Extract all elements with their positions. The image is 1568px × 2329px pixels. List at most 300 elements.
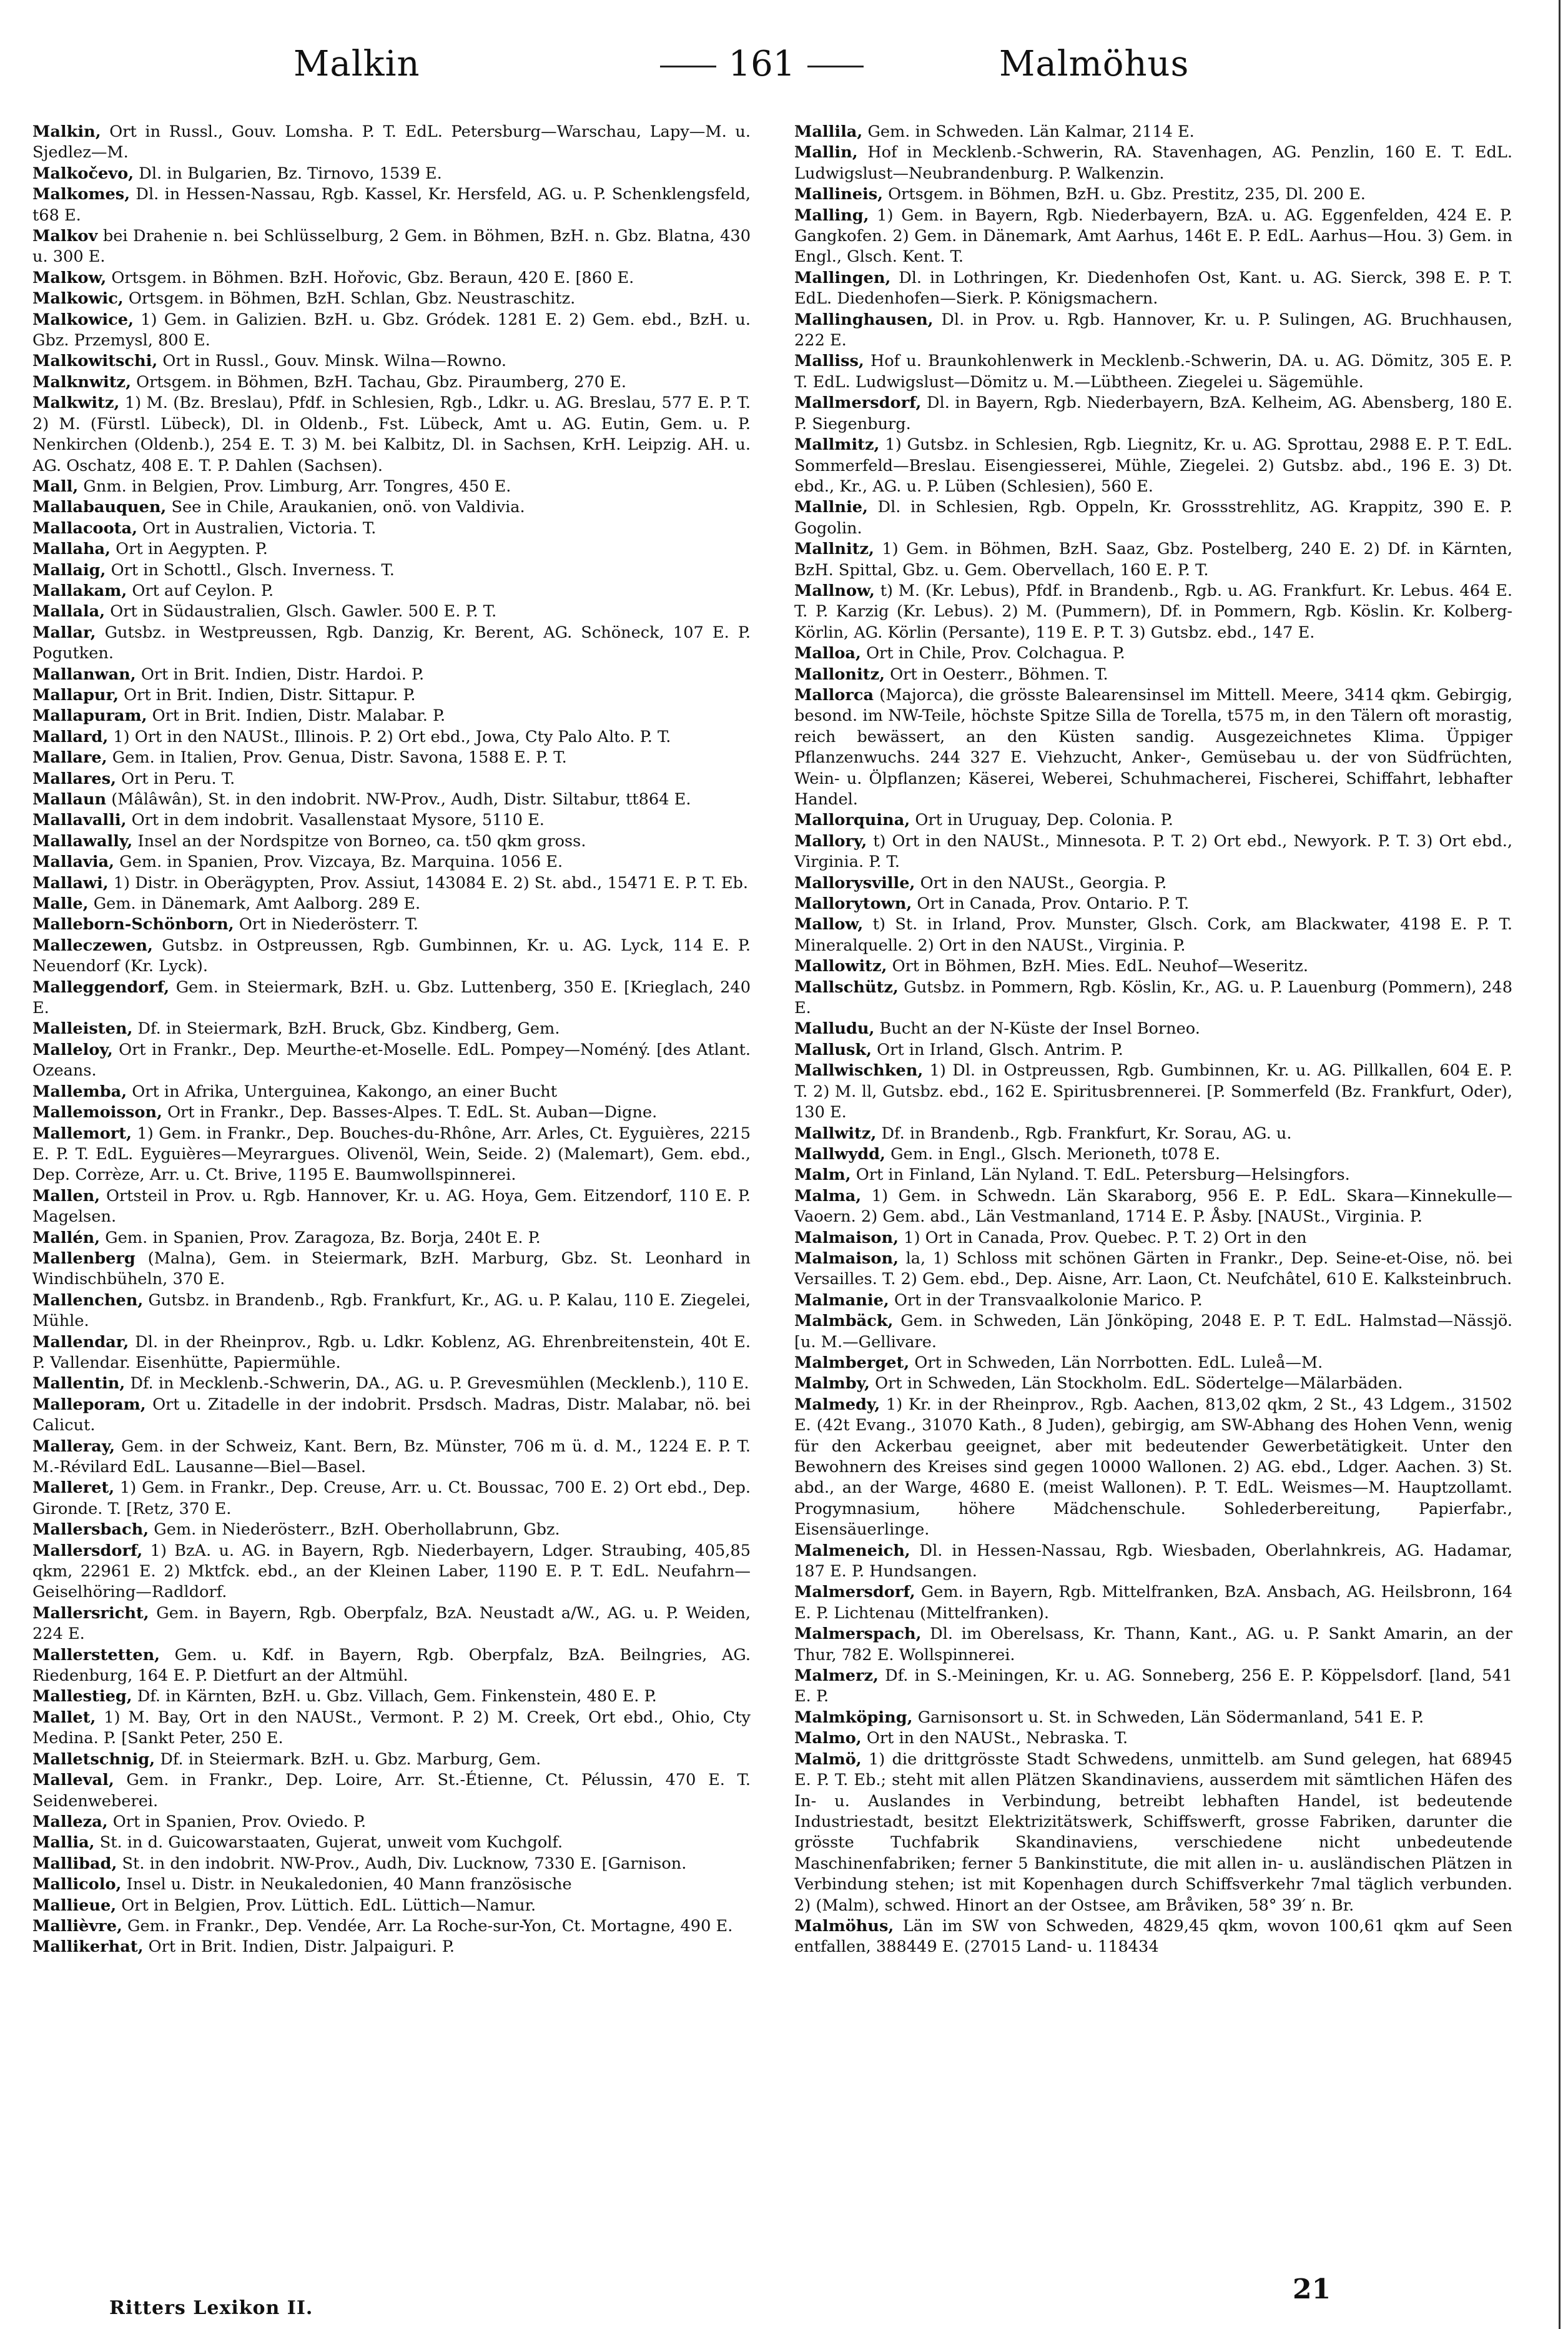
- entry-headword: Mallièvre,: [32, 1916, 122, 1936]
- dictionary-entry: [32, 1603, 751, 1645]
- entry-headword: Mallmersdorf,: [794, 393, 922, 413]
- entry-headword: Malleret,: [32, 1478, 115, 1498]
- entry-text: Dl. in Hessen-Nassau, Rgb. Wiesbaden, Oberlahnkreis, AG. Hadamar, 187 E. P. Hundsangen.: [794, 1541, 1512, 1581]
- entry-text: 1) Gem. in Bayern, Rgb. Niederbayern, BzA. u. AG. Eggenfelden, 424 E. P. Gangkofen. 2) Gem. in Dänemark, Amt Aarhus, 146t E. P. EdL. Aarhus—Hou. 3) Gem. in Engl., Glsch. Kent. T.: [794, 205, 1512, 267]
- entry-text: Df. in Mecklenb.-Schwerin, DA., AG. u. P. Grevesmühlen (Mecklenb.), 110 E.: [125, 1374, 749, 1393]
- dictionary-entry: [794, 914, 1512, 956]
- dictionary-entry: [32, 685, 751, 706]
- dictionary-entry: [32, 831, 751, 852]
- dictionary-entry: [794, 1728, 1512, 1749]
- dictionary-entry: [794, 1040, 1512, 1061]
- entry-text: Ort in Schottl., Glsch. Inverness. T.: [106, 560, 395, 580]
- dictionary-entry: [794, 977, 1512, 1019]
- entry-headword: Mallakam,: [32, 581, 127, 600]
- entry-text: Ortsgem. in Böhmen. BzH. Hořovic, Gbz. Beraun, 420 E. [860 E.: [106, 268, 634, 287]
- entry-headword: Mallnow,: [794, 581, 875, 600]
- entry-headword: Mallila,: [794, 122, 863, 141]
- entry-headword: Mallemba,: [32, 1082, 127, 1101]
- dictionary-entry: [794, 435, 1512, 497]
- dictionary-entry: [32, 810, 751, 831]
- entry-text: Ort u. Zitadelle in der indobrit. Prsdsch. Madras, Distr. Malabar, nö. bei Calicut.: [32, 1395, 751, 1435]
- entry-text: Gem. in Italien, Prov. Genua, Distr. Savona, 1588 E. P. T.: [107, 748, 567, 768]
- dictionary-entry: [32, 977, 751, 1019]
- dictionary-entry: [32, 1395, 751, 1436]
- entry-text: See in Chile, Araukanien, onö. von Valdivia.: [166, 498, 525, 517]
- entry-headword: Mallare,: [32, 748, 107, 768]
- entry-text: la, 1) Schloss mit schönen Gärten in Frankr., Dep. Seine-et-Oise, nö. bei Versailles. T. 2) Gem. ebd., Dep. Aisne, Arr. Laon, Ct. Neufchâtel, 610 E. Kalksteinbruch.: [794, 1249, 1512, 1289]
- entry-text: Ort auf Ceylon. P.: [127, 581, 274, 600]
- entry-text: Gnm. in Belgien, Prov. Limburg, Arr. Tongres, 450 E.: [78, 477, 511, 496]
- dictionary-entry: [32, 560, 751, 581]
- entry-text: Ort in Canada, Prov. Ontario. P. T.: [912, 894, 1190, 914]
- dictionary-entry: [32, 184, 751, 226]
- entry-headword: Mallschütz,: [794, 977, 899, 997]
- entry-text: Ort in Aegypten. P.: [111, 540, 268, 559]
- entry-headword: Mallet,: [32, 1708, 96, 1727]
- entry-text: Dl. in Hessen-Nassau, Rgb. Kassel, Kr. Hersfeld, AG. u. P. Schenklengsfeld, t68 E.: [32, 185, 751, 225]
- entry-headword: Mallaig,: [32, 560, 106, 580]
- entry-headword: Malmersdorf,: [794, 1583, 915, 1602]
- footer-signature: Ritters Lexikon II.: [109, 2297, 313, 2319]
- entry-text: Ort in der Transvaalkolonie Marico. P.: [889, 1290, 1203, 1310]
- entry-text: Gutsbz. in Westpreussen, Rgb. Danzig, Kr. Berent, AG. Schöneck, 107 E. P. Pogutken.: [32, 623, 751, 663]
- dictionary-entry: [32, 518, 751, 539]
- dictionary-entry: [32, 1541, 751, 1603]
- entry-text: 1) Kr. in der Rheinprov., Rgb. Aachen, 813,02 qkm, 2 St., 43 Ldgem., 31502 E. (42t Evang., 31070 Kath., 8 Juden), gebirgig, am SW-Abhang des Hohen Venn, wenig für den Ackerbau geeignet, aber mit bedeutender Gewerbetätigkeit. Unter den Bewohnern des Kreises sind gegen 10000 Wallonen. 2) AG. ebd., Ldger. Aachen. 3) St. abd., an der Warge, 4680 E. (meist Wallonen). P. T. EdL. Weismes—M. Hauptzollamt. Progymnasium, höhere Mädchenschule. Sohlederbereitung, Papierfabr., Eisensäuerlinge.: [794, 1395, 1512, 1540]
- entry-text: Ort in Oesterr., Böhmen. T.: [885, 665, 1108, 684]
- dictionary-entry: [794, 122, 1512, 142]
- entry-text: Ort in den NAUSt., Nebraska. T.: [861, 1729, 1128, 1748]
- dictionary-entry: [794, 1666, 1512, 1708]
- entry-headword: Mallavia,: [32, 853, 115, 872]
- dictionary-entry: [794, 1165, 1512, 1185]
- entry-headword: Mallaha,: [32, 540, 111, 559]
- entry-headword: Mallieue,: [32, 1896, 117, 1915]
- entry-headword: Malleval,: [32, 1771, 114, 1790]
- entry-headword: Mallineis,: [794, 185, 884, 204]
- dictionary-entry: [32, 539, 751, 560]
- entry-text: Ort in Schweden, Län Norrbotten. EdL. Luleå—M.: [909, 1353, 1323, 1372]
- dictionary-entry: [32, 623, 751, 665]
- entry-text: Ort in Böhmen, BzH. Mies. EdL. Neuhof—Weseritz.: [887, 957, 1309, 976]
- entry-headword: Malmbäck,: [794, 1312, 894, 1331]
- entry-text: Gem. in Engl., Glsch. Merioneth, t078 E.: [885, 1144, 1220, 1164]
- entry-text: Ortsgem. in Böhmen, BzH. u. Gbz. Prestitz, 235, Dl. 200 E.: [883, 185, 1366, 204]
- dictionary-entry: [32, 1124, 751, 1186]
- entry-text: Gem. in Bayern, Rgb. Mittelfranken, BzA. Ansbach, AG. Heilsbronn, 164 E. P. Lichtenau (Mittelfranken).: [794, 1583, 1512, 1623]
- dictionary-entry: [32, 1186, 751, 1228]
- dictionary-entry: [794, 184, 1512, 205]
- entry-text: Gem. in Spanien, Prov. Vizcaya, Bz. Marquina. 1056 E.: [114, 853, 563, 872]
- entry-headword: Malkomes,: [32, 185, 131, 204]
- entry-headword: Mallavalli,: [32, 811, 127, 830]
- entry-text: Ort in Frankr., Dep. Meurthe-et-Moselle. EdL. Pompey—Noméný. [des Atlant. Ozeans.: [32, 1040, 751, 1080]
- entry-text: Dl. in der Rheinprov., Rgb. u. Ldkr. Koblenz, AG. Ehrenbreitenstein, 40t E. P. Vallendar. Eisenhütte, Papiermühle.: [32, 1332, 751, 1372]
- entry-headword: Malling,: [794, 205, 869, 225]
- entry-text: Ort in Peru. T.: [116, 769, 235, 788]
- entry-headword: Malkowice,: [32, 310, 134, 329]
- dictionary-entry: [32, 1812, 751, 1832]
- entry-text: Gem. in Frankr., Dep. Vendée, Arr. La Roche-sur-Yon, Ct. Mortagne, 490 E.: [122, 1916, 733, 1936]
- dictionary-entry: [794, 1019, 1512, 1039]
- entry-text: Ort in Brit. Indien, Distr. Jalpaiguri. P.: [143, 1937, 455, 1957]
- entry-headword: Malmköping,: [794, 1708, 913, 1727]
- entry-text: 1) Ort in den NAUSt., Illinois. P. 2) Ort ebd., Jowa, Cty Palo Alto. P. T.: [108, 727, 671, 746]
- entry-text: (Mâlâwân), St. in den indobrit. NW-Prov., Audh, Distr. Siltabur, tt864 E.: [106, 790, 691, 809]
- dictionary-entry: [794, 685, 1512, 810]
- entry-text: 1) die drittgrösste Stadt Schwedens, unmittelb. am Sund gelegen, hat 68945 E. P. T. Eb.; steht mit allen Plätzen Skandinaviens, ausserdem mit sämtlichen Häfen des In- u. Auslandes in Verbindung, betreibt lebhaften Handel, ist bedeutende Industriestadt, besitzt Elektrizitätswerk, Schiffswerft, grosse Fabriken, darunter die grösste Tuchfabrik Skandinaviens, verschiedene nicht unbedeutende Maschinenfabriken; ferner 5 Bankinstitute, die mit allen in- u. ausländischen Plätzen in Verbindung stehen; ist mit Kopenhagen durch Schiffsverkehr 7mal täglich verbunden. 2) (Malm), schwed. Hinort an der Ostsee, am Bråviken, 58° 39′ n. Br.: [794, 1749, 1512, 1915]
- entry-headword: Malmaison,: [794, 1249, 899, 1268]
- entry-text: 1) Gutsbz. in Schlesien, Rgb. Liegnitz, Kr. u. AG. Sprottau, 2988 E. P. T. EdL. Sommerfeld—Breslau. Eisengiesserei, Mühle, Ziegelei. 2) Gutsbz. abd., 196 E. 3) Dt. ebd., Kr., AG. u. P. Lüben (Schlesien), 560 E.: [794, 435, 1512, 496]
- entry-text: 1) M. (Bz. Breslau), Pfdf. in Schlesien, Rgb., Ldkr. u. AG. Breslau, 577 E. P. T. 2) M. (Fürstl. Lübeck), Dl. in Oldenb., Fst. Lübeck, Amt u. AG. Eutin, Gem. u. P. Nenkirchen (Oldenb.), 254 E. T. 3) M. bei Kalbitz, Dl. in Sachsen, KrH. Leipzig. AH. u. AG. Oschatz, 408 E. T. P. Dahlen (Sachsen).: [32, 393, 751, 475]
- entry-text: Df. in S.-Meiningen, Kr. u. AG. Sonneberg, 256 E. P. Köppelsdorf. [land, 541 E. P.: [794, 1666, 1512, 1706]
- entry-headword: Mallard,: [32, 727, 109, 746]
- entry-text: Gem. in Frankr., Dep. Loire, Arr. St.-Étienne, Ct. Pélussin, 470 E. T. Seidenweberei.: [32, 1771, 751, 1811]
- entry-text: 1) Gem. in Schwedn. Län Skaraborg, 956 E. P. EdL. Skara—Kinnekulle—Vaoern. 2) Gem. abd., Län Vestmanland, 1714 E. P. Åsby. [NAUSt., Virginia. P.: [794, 1186, 1512, 1227]
- entry-headword: Mallusk,: [794, 1040, 872, 1059]
- dictionary-entry: [794, 1749, 1512, 1916]
- entry-text: Dl. in Schlesien, Rgb. Oppeln, Kr. Grossstrehlitz, AG. Krappitz, 390 E. P. Gogolin.: [794, 498, 1512, 538]
- dictionary-entry: [794, 581, 1512, 643]
- entry-text: 1) Dl. in Ostpreussen, Rgb. Gumbinnen, Kr. u. AG. Pillkallen, 604 E. P. T. 2) M. ll, Gutsbz. ebd., 162 E. Spiritusbrennerei. [P. Sommerfeld (Bz. Frankfurt, Oder), 130 E.: [794, 1061, 1512, 1122]
- dictionary-entry: [32, 1708, 751, 1749]
- dictionary-entry: [794, 393, 1512, 435]
- entry-headword: Malleray,: [32, 1436, 116, 1456]
- entry-headword: Malknwitz,: [32, 372, 131, 392]
- entry-text: 1) BzA. u. AG. in Bayern, Rgb. Niederbayern, Ldger. Straubing, 405,85 qkm, 22961 E. 2) Mktfck. ebd., an der Kleinen Laber, 1190 E. P. T. EdL. Neufahrn—Geiselhöring—Radldorf.: [32, 1541, 751, 1602]
- page-number-block: [631, 44, 893, 84]
- entry-text: Insel an der Nordspitze von Borneo, ca. t50 qkm gross.: [132, 831, 586, 851]
- dictionary-entry: [32, 310, 751, 352]
- entry-headword: Malleloy,: [32, 1040, 113, 1059]
- entry-text: Ort in Südaustralien, Glsch. Gawler. 500 E. P. T.: [105, 602, 497, 621]
- dictionary-entry: [32, 1102, 751, 1123]
- entry-headword: Malliss,: [794, 352, 864, 371]
- dictionary-entry: [32, 1520, 751, 1540]
- entry-headword: Mallonitz,: [794, 665, 885, 684]
- dictionary-entry: [32, 1373, 751, 1394]
- entry-text: Gutsbz. in Ostpreussen, Rgb. Gumbinnen, Kr. u. AG. Lyck, 114 E. P. Neuendorf (Kr. Lyck).: [32, 936, 751, 976]
- dictionary-entry: [794, 810, 1512, 831]
- entry-text: Gem. in Niederösterr., BzH. Oberhollabrunn, Gbz.: [149, 1520, 560, 1540]
- entry-headword: Malkin,: [32, 122, 101, 141]
- entry-text: Ort in Belgien, Prov. Lüttich. EdL. Lüttich—Namur.: [116, 1896, 536, 1915]
- entry-text: (Majorca), die grösste Balearensinsel im Mittell. Meere, 3414 qkm. Gebirgig, besond. im NW-Teile, höchste Spitze Silla de Torella, t575 m, in den Tälern oft morastig, reich bewässert, an den Küsten sandig. Ausgezeichnetes Klima. Üppiger Pflanzenwuchs. 244 327 E. Viehzucht, Anker-, Gemüsebau u. der von Südfrüchten, Wein- u. Ölpflanzen; Käserei, Weberei, Schuhmacherei, Fischerei, Schiffahrt, lebhafter Handel.: [794, 685, 1512, 809]
- entry-headword: Mallerstetten,: [32, 1645, 160, 1664]
- entry-text: Ort in Finland, Län Nyland. T. EdL. Petersburg—Helsingfors.: [851, 1165, 1350, 1185]
- entry-text: (Malna), Gem. in Steiermark, BzH. Marburg, Gbz. St. Leonhard in Windischbüheln, 370 E.: [32, 1249, 751, 1289]
- entry-headword: Mallestieg,: [32, 1687, 132, 1706]
- entry-text: Län im SW von Schweden, 4829,45 qkm, wovon 100,61 qkm auf Seen entfallen, 388449 E. (27015 Land- u. 118434: [794, 1916, 1512, 1957]
- entry-text: Ort in Brit. Indien, Distr. Hardoi. P.: [136, 665, 425, 684]
- page-header: [0, 37, 1568, 106]
- entry-text: 1) Gem. in Frankr., Dep. Creuse, Arr. u. Ct. Boussac, 700 E. 2) Ort ebd., Dep. Gironde. T. [Retz, 370 E.: [32, 1478, 751, 1518]
- dictionary-entry: [32, 789, 751, 810]
- dictionary-entry: [794, 1144, 1512, 1165]
- entry-headword: Mallicolo,: [32, 1875, 122, 1894]
- right-column: [794, 122, 1512, 2258]
- entry-headword: Mallapuram,: [32, 706, 147, 726]
- entry-headword: Mallorca: [794, 685, 874, 705]
- dictionary-entry: [32, 727, 751, 748]
- entry-text: Bucht an der N-Küste der Insel Borneo.: [874, 1019, 1200, 1039]
- entry-headword: Malkowic,: [32, 289, 124, 309]
- entry-text: Dl. in Bayern, Rgb. Niederbayern, BzA. Kelheim, AG. Abensberg, 180 E. P. Siegenburg.: [794, 393, 1512, 433]
- entry-text: Insel u. Distr. in Neukaledonien, 40 Mann französische: [121, 1875, 572, 1894]
- dictionary-entry: [794, 873, 1512, 894]
- dictionary-entry: [32, 894, 751, 914]
- dictionary-entry: [32, 1082, 751, 1102]
- sheet-number: 21: [1293, 2273, 1331, 2305]
- entry-headword: Mallersbach,: [32, 1520, 149, 1540]
- dictionary-entry: [32, 1249, 751, 1290]
- dictionary-entry: [32, 1916, 751, 1937]
- running-head-right: Malmöhus: [999, 44, 1190, 84]
- entry-headword: Mallanwan,: [32, 665, 136, 684]
- entry-text: Dl. in Prov. u. Rgb. Hannover, Kr. u. P. Sulingen, AG. Bruchhausen, 222 E.: [794, 310, 1512, 350]
- dictionary-entry: [32, 1749, 751, 1770]
- entry-text: Ort in Russl., Gouv. Minsk. Wilna—Rowno.: [157, 352, 507, 371]
- dictionary-entry: [32, 1874, 751, 1895]
- entry-headword: Mallentin,: [32, 1374, 126, 1393]
- dictionary-entry: [794, 539, 1512, 581]
- entry-text: 1) Gem. in Galizien. BzH. u. Gbz. Gródek. 1281 E. 2) Gem. ebd., BzH. u. Gbz. Przemysl, 800 E.: [32, 310, 751, 350]
- entry-headword: Mallia,: [32, 1833, 95, 1852]
- entry-text: Gutsbz. in Pommern, Rgb. Köslin, Kr., AG. u. P. Lauenburg (Pommern), 248 E.: [794, 977, 1512, 1018]
- entry-text: Ort in dem indobrit. Vasallenstaat Mysore, 5110 E.: [126, 811, 545, 830]
- entry-text: t) M. (Kr. Lebus), Pfdf. in Brandenb., Rgb. u. AG. Frankfurt. Kr. Lebus. 464 E. T. P. Karzig (Kr. Lebus). 2) M. (Pummern), Df. in Pommern, Rgb. Köslin. Kr. Kolberg-Körlin, AG. Körlin (Persante), 119 E. P. T. 3) Gutsbz. ebd., 147 E.: [794, 581, 1512, 642]
- dictionary-entry: [32, 1228, 751, 1249]
- entry-text: Ort in Niederösterr. T.: [234, 915, 419, 934]
- entry-text: Gem. u. Kdf. in Bayern, Rgb. Oberpfalz, BzA. Beilngries, AG. Riedenburg, 164 E. P. Dietfurt an der Altmühl.: [32, 1645, 751, 1686]
- entry-text: Ortsgem. in Böhmen, BzH. Tachau, Gbz. Piraumberg, 270 E.: [131, 372, 627, 392]
- dictionary-entry: [794, 831, 1512, 873]
- dictionary-entry: [794, 894, 1512, 914]
- dictionary-entry: [32, 1332, 751, 1374]
- dictionary-entry: [32, 1832, 751, 1853]
- dictionary-entry: [32, 372, 751, 393]
- entry-headword: Malkowitschi,: [32, 352, 158, 371]
- entry-headword: Malmerz,: [794, 1666, 879, 1686]
- dictionary-entry: [32, 122, 751, 164]
- dictionary-entry: [32, 665, 751, 685]
- entry-headword: Mallén,: [32, 1228, 101, 1247]
- entry-headword: Malleza,: [32, 1812, 108, 1831]
- running-head-left: Malkin: [293, 44, 420, 84]
- entry-headword: Malkwitz,: [32, 393, 120, 413]
- entry-headword: Malleczewen,: [32, 936, 153, 955]
- dictionary-entry: [794, 205, 1512, 268]
- dictionary-entry: [32, 268, 751, 289]
- entry-headword: Mallaun: [32, 790, 107, 809]
- entry-headword: Mallin,: [794, 143, 858, 162]
- entry-headword: Mall,: [32, 477, 79, 496]
- entry-headword: Malmedy,: [794, 1395, 880, 1414]
- entry-text: Df. in Brandenb., Rgb. Frankfurt, Kr. Sorau, AG. u.: [876, 1124, 1292, 1143]
- entry-headword: Mallawally,: [32, 831, 133, 851]
- entry-text: Ort in Uruguay, Dep. Colonia. P.: [910, 811, 1173, 830]
- entry-text: Df. in Steiermark, BzH. Bruck, Gbz. Kindberg, Gem.: [132, 1019, 560, 1039]
- entry-text: Hof u. Braunkohlenwerk in Mecklenb.-Schwerin, DA. u. AG. Dömitz, 305 E. P. T. EdL. Ludwigslust—Dömitz u. M.—Lübtheen. Ziegelei u. Sägemühle.: [794, 352, 1512, 392]
- entry-text: Gutsbz. in Brandenb., Rgb. Frankfurt, Kr., AG. u. P. Kalau, 110 E. Ziegelei, Mühle.: [32, 1290, 751, 1331]
- dictionary-entry: [32, 601, 751, 622]
- entry-headword: Mallapur,: [32, 685, 119, 705]
- entry-headword: Mallory,: [794, 831, 867, 851]
- dictionary-entry: [32, 852, 751, 873]
- header-rule-right: [807, 66, 864, 67]
- dictionary-entry: [32, 164, 751, 184]
- header-rule-left: [660, 66, 716, 67]
- entry-headword: Malmberget,: [794, 1353, 910, 1372]
- entry-text: Gem. in Steiermark, BzH. u. Gbz. Luttenberg, 350 E. [Krieglach, 240 E.: [32, 977, 751, 1018]
- entry-headword: Malmöhus,: [794, 1916, 894, 1936]
- entry-text: Garnisonsort u. St. in Schweden, Län Södermanland, 541 E. P.: [912, 1708, 1424, 1727]
- entry-headword: Malmö,: [794, 1749, 862, 1769]
- dictionary-entry: [794, 142, 1512, 184]
- entry-headword: Malkow,: [32, 268, 107, 287]
- entry-text: Ort in Chile, Prov. Colchagua. P.: [860, 644, 1125, 663]
- dictionary-entry: [794, 1228, 1512, 1249]
- page-edge-line: [1559, 0, 1568, 2329]
- left-column: [32, 122, 751, 2258]
- entry-headword: Mallmitz,: [794, 435, 880, 455]
- dictionary-entry: [32, 1019, 751, 1039]
- entry-headword: Mallar,: [32, 623, 96, 642]
- dictionary-entry: [794, 1708, 1512, 1728]
- dictionary-entry: [794, 1249, 1512, 1290]
- dictionary-entry: [32, 769, 751, 789]
- entry-headword: Mallawi,: [32, 873, 109, 893]
- entry-headword: Mallwischken,: [794, 1061, 924, 1080]
- dictionary-entry: [794, 956, 1512, 977]
- entry-headword: Mallorysville,: [794, 873, 915, 893]
- dictionary-entry: [794, 1395, 1512, 1541]
- entry-headword: Malle,: [32, 894, 89, 914]
- entry-headword: Mallikerhat,: [32, 1937, 144, 1957]
- entry-headword: Malleborn-Schönborn,: [32, 915, 234, 934]
- entry-headword: Mallorquina,: [794, 811, 910, 830]
- dictionary-entry: [32, 226, 751, 268]
- entry-headword: Mallen,: [32, 1186, 101, 1205]
- entry-headword: Mallorytown,: [794, 894, 912, 914]
- entry-headword: Malleggendorf,: [32, 977, 170, 997]
- entry-text: Ortsgem. in Böhmen, BzH. Schlan, Gbz. Neustraschitz.: [123, 289, 576, 309]
- entry-text: St. in d. Guicowarstaaten, Gujerat, unweit vom Kuchgolf.: [94, 1833, 563, 1852]
- entry-text: Gem. in Schweden. Län Kalmar, 2114 E.: [862, 122, 1195, 141]
- entry-text: Ort in Irland, Glsch. Antrim. P.: [872, 1040, 1123, 1059]
- entry-headword: Mallingen,: [794, 268, 891, 287]
- dictionary-entry: [794, 268, 1512, 310]
- dictionary-entry: [32, 581, 751, 601]
- entry-headword: Mallenchen,: [32, 1290, 144, 1310]
- entry-text: 1) Distr. in Oberägypten, Prov. Assiut, 143084 E. 2) St. abd., 15471 E. P. T. Eb.: [108, 873, 749, 893]
- entry-headword: Mallibad,: [32, 1854, 117, 1873]
- entry-text: Ort in Russl., Gouv. Lomsha. P. T. EdL. Petersburg—Warschau, Lapy—M. u. Sjedlez—M.: [32, 122, 751, 162]
- entry-text: Df. in Kärnten, BzH. u. Gbz. Villach, Gem. Finkenstein, 480 E. P.: [132, 1687, 657, 1706]
- entry-text: Dl. im Oberelsass, Kr. Thann, Kant., AG. u. P. Sankt Amarin, an der Thur, 782 E. Wollspinnerei.: [794, 1624, 1512, 1664]
- dictionary-entry: [794, 1624, 1512, 1666]
- entry-text: 1) M. Bay, Ort in den NAUSt., Vermont. P. 2) M. Creek, Ort ebd., Ohio, Cty Medina. P. [Sankt Peter, 250 E.: [32, 1708, 751, 1748]
- dictionary-entry: [794, 351, 1512, 393]
- entry-headword: Mallacoota,: [32, 518, 137, 538]
- entry-headword: Mallow,: [794, 915, 864, 934]
- dictionary-entry: [32, 497, 751, 518]
- entry-headword: Mallowitz,: [794, 957, 887, 976]
- entry-headword: Malletschnig,: [32, 1749, 155, 1769]
- dictionary-entry: [794, 1124, 1512, 1144]
- dictionary-entry: [32, 351, 751, 372]
- entry-headword: Mallersdorf,: [32, 1541, 143, 1560]
- dictionary-entry: [794, 1186, 1512, 1228]
- dictionary-entry: [32, 1770, 751, 1812]
- entry-headword: Malmby,: [794, 1374, 870, 1393]
- dictionary-entry: [32, 1436, 751, 1478]
- dictionary-entry: [794, 1353, 1512, 1373]
- entry-text: Ort in Afrika, Unterguinea, Kakongo, an einer Bucht: [127, 1082, 558, 1101]
- entry-headword: Malmanie,: [794, 1290, 889, 1310]
- entry-text: 1) Gem. in Frankr., Dep. Bouches-du-Rhône, Arr. Arles, Ct. Eyguières, 2215 E. P. T. EdL. Eyguières—Meyrargues. Olivenöl, Wein, Seide. 2) (Malemart), Gem. ebd., Dep. Corrèze, Arr. u. Ct. Brive, 1195 E. Baumwollspinnerei.: [32, 1124, 751, 1185]
- entry-headword: Mallares,: [32, 769, 117, 788]
- entry-headword: Mallwitz,: [794, 1124, 877, 1143]
- dictionary-entry: [794, 1373, 1512, 1394]
- entry-headword: Mallnitz,: [794, 540, 874, 559]
- dictionary-entry: [32, 1686, 751, 1707]
- entry-text: Df. in Steiermark. BzH. u. Gbz. Marburg, Gem.: [155, 1749, 541, 1769]
- entry-headword: Malleporam,: [32, 1395, 146, 1414]
- entry-headword: Malmo,: [794, 1729, 862, 1748]
- entry-headword: Mallendar,: [32, 1332, 129, 1352]
- dictionary-entry: [794, 1311, 1512, 1353]
- dictionary-entry: [794, 643, 1512, 664]
- entry-text: 1) Ort in Canada, Prov. Quebec. P. T. 2) Ort in den: [899, 1228, 1307, 1247]
- entry-headword: Mallnie,: [794, 498, 868, 517]
- entry-text: Ort in Schweden, Län Stockholm. EdL. Södertelge—Mälarbäden.: [869, 1374, 1403, 1393]
- dictionary-entry: [32, 748, 751, 768]
- entry-headword: Malkočevo,: [32, 164, 134, 183]
- entry-text: Gem. in der Schweiz, Kant. Bern, Bz. Münster, 706 m ü. d. M., 1224 E. P. T. M.-Révilard EdL. Lausanne—Biel—Basel.: [32, 1436, 751, 1476]
- dictionary-entry: [794, 1582, 1512, 1624]
- entry-headword: Malmerspach,: [794, 1624, 922, 1644]
- dictionary-entry: [794, 1290, 1512, 1311]
- dictionary-entry: [32, 1478, 751, 1520]
- dictionary-entry: [32, 289, 751, 309]
- entry-headword: Malleisten,: [32, 1019, 133, 1039]
- entry-headword: Mallwydd,: [794, 1144, 885, 1164]
- entry-text: 1) Gem. in Böhmen, BzH. Saaz, Gbz. Postelberg, 240 E. 2) Df. in Kärnten, BzH. Spittal, Gbz. u. Gem. Obervellach, 160 E. P. T.: [794, 540, 1512, 580]
- entry-headword: Mallala,: [32, 602, 106, 621]
- entry-headword: Malm,: [794, 1165, 851, 1185]
- entry-headword: Mallabauquen,: [32, 498, 167, 517]
- entry-headword: Malmaison,: [794, 1228, 899, 1247]
- dictionary-entry: [32, 477, 751, 497]
- dictionary-entry: [32, 1854, 751, 1874]
- entry-headword: Malma,: [794, 1186, 862, 1205]
- dictionary-entry: [32, 1290, 751, 1332]
- entry-headword: Malkov: [32, 227, 98, 246]
- entry-text: t) St. in Irland, Prov. Munster, Glsch. Cork, am Blackwater, 4198 E. P. T. Mineralquelle. 2) Ort in den NAUSt., Virginia. P.: [794, 915, 1512, 955]
- entry-text: Gem. in Schweden, Län Jönköping, 2048 E. P. T. EdL. Halmstad—Nässjö. [u. M.—Gellivare.: [794, 1312, 1512, 1352]
- entry-text: Dl. in Bulgarien, Bz. Tirnovo, 1539 E.: [134, 164, 442, 183]
- dictionary-entry: [794, 1061, 1512, 1123]
- dictionary-entry: [32, 873, 751, 894]
- entry-text: bei Drahenie n. bei Schlüsselburg, 2 Gem. in Böhmen, BzH. n. Gbz. Blatna, 430 u. 300 E.: [32, 227, 751, 267]
- dictionary-entry: [794, 497, 1512, 539]
- entry-headword: Mallenberg: [32, 1249, 136, 1268]
- dictionary-entry: [32, 914, 751, 935]
- entry-headword: Mallersricht,: [32, 1603, 149, 1623]
- entry-text: Ort in Spanien, Prov. Oviedo. P.: [107, 1812, 367, 1831]
- entry-text: St. in den indobrit. NW-Prov., Audh, Div. Lucknow, 7330 E. [Garnison.: [117, 1854, 687, 1873]
